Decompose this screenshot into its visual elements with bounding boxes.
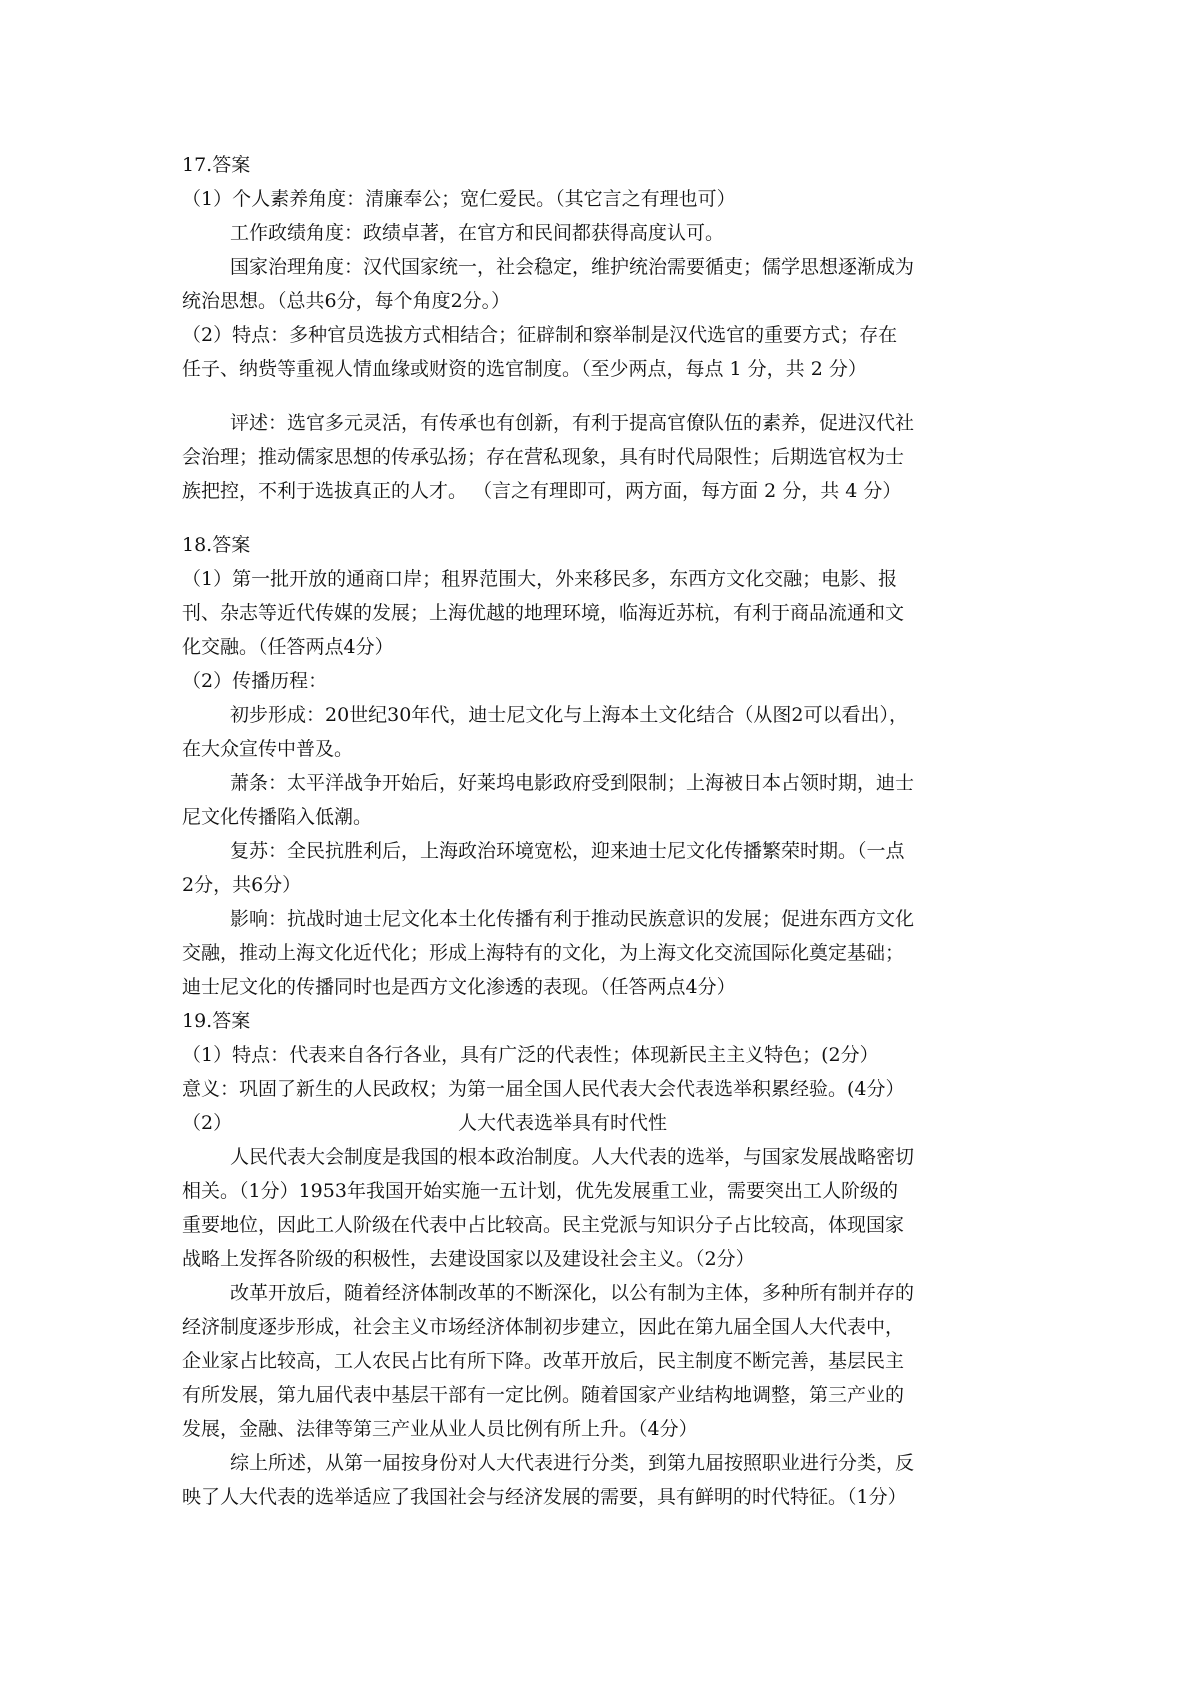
q19-body-line: 映了人大代表的选举适应了我国社会与经济发展的需要，具有鲜明的时代特征。（1分） — [182, 1486, 907, 1508]
q18-line: 刊、杂志等近代传媒的发展；上海优越的地理环境，临海近苏杭，有利于商品流通和文 — [182, 602, 905, 624]
q17-line: 国家治理角度：汉代国家统一，社会稳定，维护统治需要循吏；儒学思想逐渐成为 — [230, 256, 915, 278]
q17-comment-line: 族把控，不利于选拔真正的人才。 （言之有理即可，两方面，每方面 2 分，共 4 分） — [182, 480, 902, 502]
q17-line: 任子、纳赀等重视人情血缘或财资的选官制度。（至少两点，每点 1 分，共 2 分） — [182, 358, 867, 380]
q17-comment-line: 评述：选官多元灵活，有传承也有创新，有利于提高官僚队伍的素养，促进汉代社 — [230, 412, 915, 434]
q18-line: 初步形成：20世纪30年代，迪士尼文化与上海本土文化结合（从图2可以看出）， — [230, 704, 908, 726]
q18-line: 交融，推动上海文化近代化；形成上海特有的文化，为上海文化交流国际化奠定基础； — [182, 942, 905, 964]
q19-line: （1）特点：代表来自各行各业，具有广泛的代表性；体现新民主主义特色；(2分） — [182, 1044, 879, 1066]
q17-line: （1）个人素养角度：清廉奉公；宽仁爱民。（其它言之有理也可） — [182, 188, 736, 210]
q19-body-line: 发展，金融、法律等第三产业从业人员比例有所上升。（4分） — [182, 1418, 698, 1440]
q18-line: 影响：抗战时迪士尼文化本土化传播有利于推动民族意识的发展；促进东西方文化 — [230, 908, 915, 930]
q18-line: 2分，共6分） — [182, 874, 302, 896]
q18-line: 迪士尼文化的传播同时也是西方文化渗透的表现。（任答两点4分） — [182, 976, 736, 998]
q19-body-line: 综上所述，从第一届按身份对人大代表进行分类，到第九届按照职业进行分类，反 — [230, 1452, 915, 1474]
q18-line: （2）传播历程： — [182, 670, 328, 692]
q17-line: （2）特点：多种官员选拔方式相结合；征辟制和察举制是汉代选官的重要方式；存在 — [182, 324, 898, 346]
q19-body-line: 相关。（1分）1953年我国开始实施一五计划，优先发展重工业，需要突出工人阶级的 — [182, 1180, 898, 1202]
answer-column — [182, 148, 1030, 1514]
q19-part2-title: 人大代表选举具有时代性 — [458, 1112, 668, 1134]
q19-part2-label: （2） — [182, 1112, 233, 1134]
q19-body-line: 改革开放后，随着经济体制改革的不断深化，以公有制为主体，多种所有制并存的 — [230, 1282, 915, 1304]
q17-line: 统治思想。（总共6分，每个角度2分。） — [182, 290, 511, 312]
q19-part2-heading — [182, 1106, 1030, 1140]
q19-body-line: 人民代表大会制度是我国的根本政治制度。人大代表的选举，与国家发展战略密切 — [230, 1146, 915, 1168]
q18-line: 尼文化传播陷入低潮。 — [182, 806, 373, 828]
q19-title: 19.答案 — [182, 1010, 251, 1032]
q19-body-line: 战略上发挥各阶级的积极性，去建设国家以及建设社会主义。（2分） — [182, 1248, 755, 1270]
q18-line: 化交融。（任答两点4分） — [182, 636, 394, 658]
q18-line: （1）第一批开放的通商口岸；租界范围大，外来移民多，东西方文化交融；电影、报 — [182, 568, 898, 590]
q19-line: 意义：巩固了新生的人民政权；为第一届全国人民代表大会代表选举积累经验。(4分） — [182, 1078, 905, 1100]
spacer — [182, 386, 1030, 406]
q19-body-line: 经济制度逐步形成，社会主义市场经济体制初步建立，因此在第九届全国人大代表中， — [182, 1316, 905, 1338]
q17-title: 17.答案 — [182, 154, 251, 176]
q17-comment-line: 会治理；推动儒家思想的传承弘扬；存在营私现象，具有时代局限性；后期选官权为士 — [182, 446, 905, 468]
q18-line: 在大众宣传中普及。 — [182, 738, 354, 760]
q18-title: 18.答案 — [182, 534, 251, 556]
q19-body-line: 有所发展，第九届代表中基层干部有一定比例。随着国家产业结构地调整，第三产业的 — [182, 1384, 905, 1406]
q18-line: 复苏：全民抗胜利后，上海政治环境宽松，迎来迪士尼文化传播繁荣时期。（一点 — [230, 840, 905, 862]
spacer — [182, 508, 1030, 528]
q17-line: 工作政绩角度：政绩卓著，在官方和民间都获得高度认可。 — [230, 222, 725, 244]
q18-line: 萧条：太平洋战争开始后，好莱坞电影政府受到限制；上海被日本占领时期，迪士 — [230, 772, 915, 794]
q19-body-line: 企业家占比较高，工人农民占比有所下降。改革开放后，民主制度不断完善，基层民主 — [182, 1350, 905, 1372]
q19-body-line: 重要地位，因此工人阶级在代表中占比较高。民主党派与知识分子占比较高，体现国家 — [182, 1214, 905, 1236]
